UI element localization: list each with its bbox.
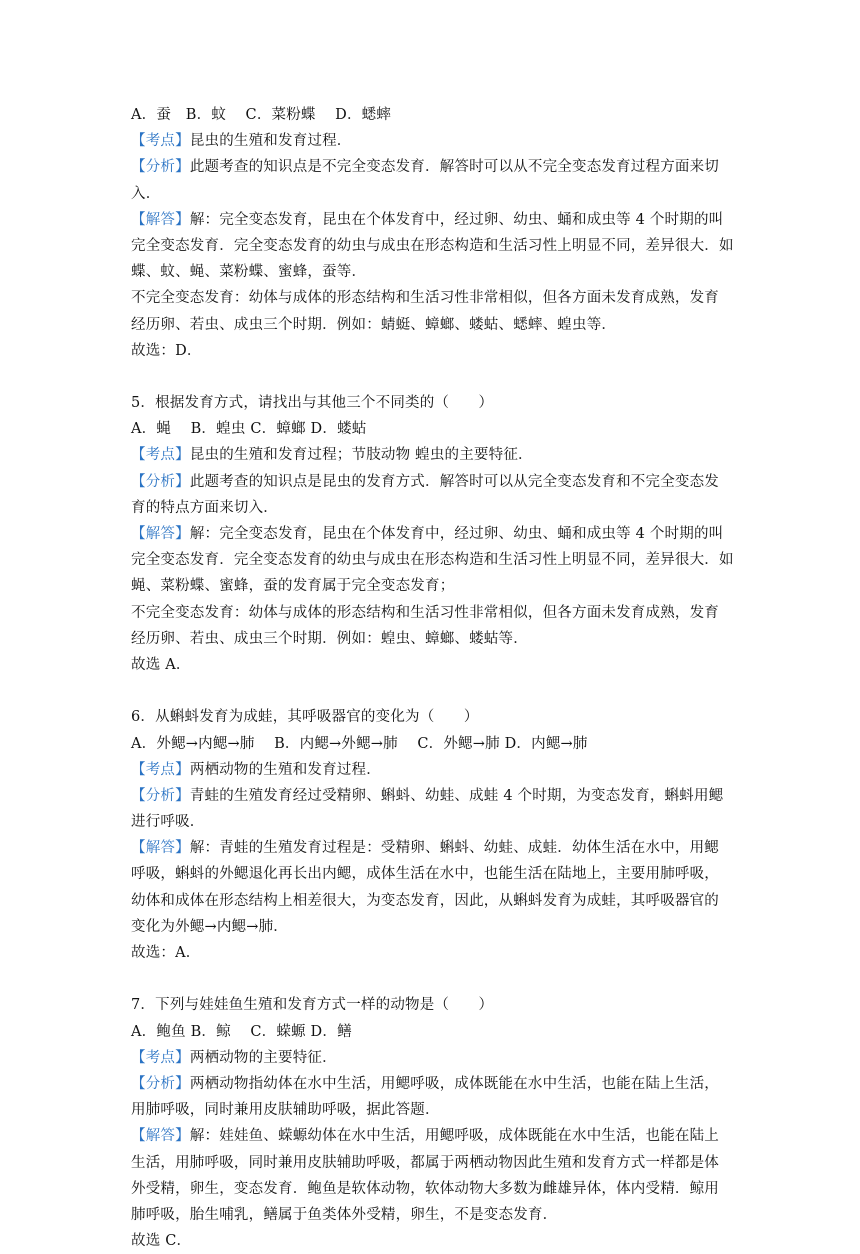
- q6-jieda-cont: 呼吸，蝌蚪的外鳃退化再长出内鳃，成体生活在水中，也能生活在陆地上，主要用肺呼吸，: [131, 866, 719, 883]
- q7-fenxi: [131, 1071, 731, 1097]
- q4-jieda: [131, 207, 731, 233]
- jieda-text: 解：娃娃鱼、蝾螈幼体在水中生活，用鳃呼吸，成体既能在水中生活，也能在陆上: [189, 1128, 720, 1145]
- fenxi-text: 此题考查的知识点是昆虫的发育方式．解答时可以从完全变态发育和不完全变态发: [189, 473, 720, 490]
- q7-jieda: [131, 1123, 731, 1149]
- jieda-tag: 【解答】: [131, 526, 190, 542]
- q5-jieda-cont: 完全变态发育．完全变态发育的幼虫与成虫在形态构造和生活习性上明显不同，差异很大．如: [131, 552, 734, 569]
- q4-fenxi: [131, 154, 731, 180]
- q6-question: 6．从蝌蚪发育为成蛙，其呼吸器官的变化为（ ）: [131, 709, 479, 726]
- q7-jieda-cont: 外受精，卵生，变态发育．鲍鱼是软体动物，软体动物大多数为雌雄异体，体内受精．鲸用: [131, 1180, 719, 1197]
- q6-fenxi: [131, 783, 731, 809]
- q5-answer: 故选 A．: [131, 656, 191, 673]
- q6-kaodian: [131, 757, 731, 783]
- q7-jieda-cont: 肺呼吸，胎生哺乳，鳝属于鱼类体外受精，卵生，不是变态发育．: [131, 1206, 558, 1223]
- q7-kaodian: [131, 1045, 731, 1071]
- q4-jieda-cont: 完全变态发育．完全变态发育的幼虫与成虫在形态构造和生活习性上明显不同，差异很大．如: [131, 237, 734, 254]
- q4-fenxi-cont: 入．: [131, 185, 161, 202]
- kaodian-tag: 【考点】: [131, 133, 190, 150]
- q6-options: A．外鳃→内鳃→肺 B．内鳃→外鳃→肺 C．外鳃→肺 D．内鳃→肺: [131, 735, 588, 752]
- q5-jieda-cont: 不完全变态发育：幼体与成体的形态结构和生活习性非常相似，但各方面未发育成熟，发育: [131, 604, 719, 621]
- q7-options: A．鲍鱼 B．鲸 C．蝾螈 D．鳝: [131, 1023, 352, 1040]
- jieda-tag: 【解答】: [131, 1128, 190, 1145]
- q7-fenxi-cont: 用肺呼吸，同时兼用皮肤辅助呼吸，据此答题．: [131, 1102, 440, 1119]
- jieda-text: 解：完全变态发育，昆虫在个体发育中，经过卵、幼虫、蛹和成虫等 4 个时期的叫: [189, 211, 724, 228]
- q5-jieda-cont: 蝇、菜粉蝶、蜜蜂，蚕的发育属于完全变态发育；: [131, 578, 455, 595]
- q5-options: A．蝇 B．蝗虫 C．蟑螂 D．蝼蛄: [131, 421, 367, 438]
- q4-jieda-cont: 不完全变态发育：幼体与成体的形态结构和生活习性非常相似，但各方面未发育成熟，发育: [131, 290, 719, 307]
- q6-fenxi-cont: 进行呼吸．: [131, 814, 205, 831]
- fenxi-text: 两栖动物指幼体在水中生活，用鳃呼吸，成体既能在水中生活，也能在陆上生活，: [189, 1075, 720, 1092]
- q5-fenxi-cont: 育的特点方面来切入．: [131, 499, 278, 516]
- jieda-tag: 【解答】: [131, 840, 190, 857]
- fenxi-tag: 【分析】: [131, 159, 190, 176]
- fenxi-tag: 【分析】: [131, 787, 190, 804]
- fenxi-tag: 【分析】: [131, 1075, 190, 1092]
- q5-jieda: [131, 521, 731, 547]
- q6-answer: 故选：A．: [131, 945, 201, 961]
- fenxi-text: 青蛙的生殖发育经过受精卵、蝌蚪、幼蛙、成蛙 4 个时期，为变态发育，蝌蚪用鳃: [189, 787, 724, 804]
- q7-jieda-cont: 生活，用肺呼吸，同时兼用皮肤辅助呼吸，都属于两栖动物因此生殖和发育方式一样都是体: [131, 1154, 719, 1171]
- jieda-text: 解：完全变态发育，昆虫在个体发育中，经过卵、幼虫、蛹和成虫等 4 个时期的叫: [189, 526, 724, 542]
- q6-jieda-cont: 幼体和成体在形态结构上相差很大，为变态发育，因此，从蝌蚪发育为成蛙，其呼吸器官的: [131, 892, 719, 909]
- kaodian-text: 昆虫的生殖和发育过程；节肢动物 蝗虫的主要特征．: [189, 447, 533, 464]
- q4-jieda-cont: 经历卵、若虫、成虫三个时期．例如：蜻蜓、蟑螂、蝼蛄、蟋蟀、蝗虫等．: [131, 316, 617, 333]
- spacer: [131, 364, 731, 390]
- document-content: [131, 102, 734, 1254]
- q5-jieda-cont: 经历卵、若虫、成虫三个时期．例如：蝗虫、蟑螂、蝼蛄等．: [131, 630, 528, 647]
- q5-kaodian: [131, 442, 731, 468]
- fenxi-text: 此题考查的知识点是不完全变态发育．解答时可以从不完全变态发育过程方面来切: [189, 159, 720, 176]
- q4-options: A．蚕 B．蚊 C．菜粉蝶 D．蟋蟀: [131, 107, 392, 123]
- kaodian-tag: 【考点】: [131, 761, 190, 778]
- q4-jieda-cont: 蝶、蚊、蝇、菜粉蝶、蜜蜂，蚕等．: [131, 264, 367, 281]
- jieda-text: 解：青蛙的生殖发育过程是：受精卵、蝌蚪、幼蛙、成蛙．幼体生活在水中，用鳃: [189, 840, 720, 857]
- q7-question: 7．下列与娃娃鱼生殖和发育方式一样的动物是（ ）: [131, 997, 494, 1014]
- fenxi-tag: 【分析】: [131, 473, 190, 490]
- kaodian-tag: 【考点】: [131, 447, 190, 464]
- q6-jieda-cont: 变化为外鳃→内鳃→肺．: [131, 918, 288, 935]
- q4-kaodian: [131, 128, 731, 154]
- jieda-tag: 【解答】: [131, 211, 190, 228]
- kaodian-tag: 【考点】: [131, 1049, 190, 1066]
- q7-answer: 故选 C．: [131, 1233, 192, 1250]
- spacer: [131, 966, 731, 992]
- q6-jieda: [131, 835, 731, 861]
- kaodian-text: 昆虫的生殖和发育过程．: [189, 133, 352, 150]
- q5-fenxi: [131, 469, 731, 495]
- kaodian-text: 两栖动物的生殖和发育过程．: [189, 761, 381, 778]
- spacer: [131, 678, 731, 704]
- q4-answer: 故选：D．: [131, 342, 202, 359]
- kaodian-text: 两栖动物的主要特征．: [189, 1049, 337, 1066]
- q5-question: 5．根据发育方式，请找出与其他三个不同类的（ ）: [131, 395, 494, 412]
